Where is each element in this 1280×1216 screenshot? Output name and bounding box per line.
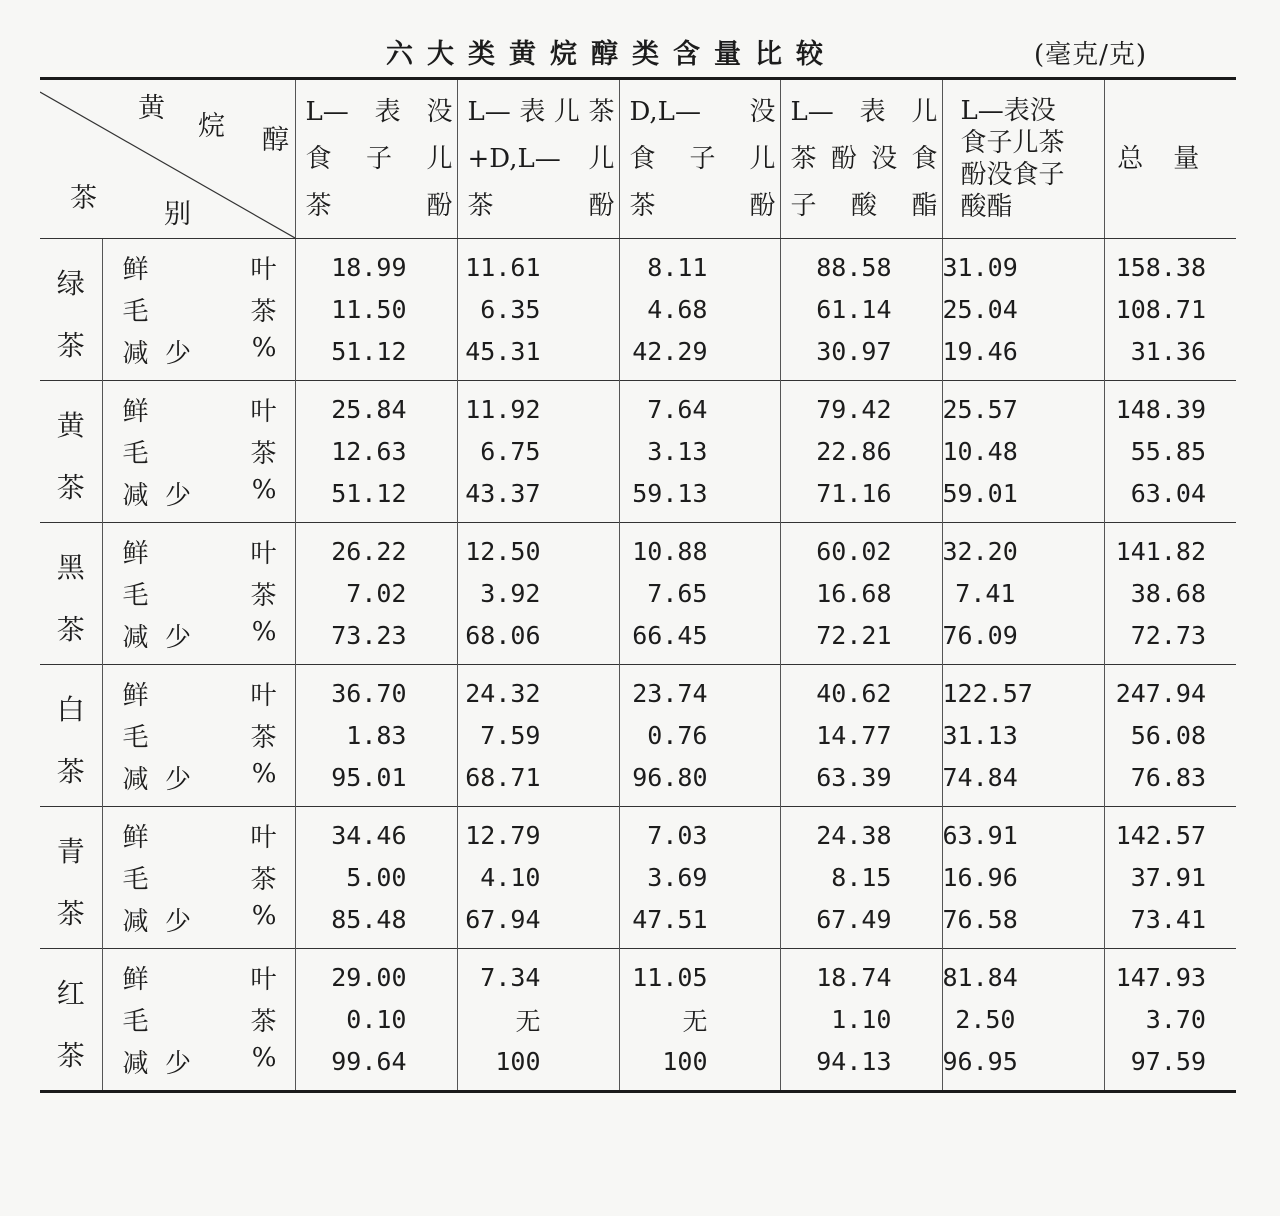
table-cell: 61.14 (780, 286, 942, 333)
table-cell: 30.97 (780, 333, 942, 381)
tea-group-dark (40, 523, 1236, 665)
row-label: 鲜 叶 (102, 523, 295, 571)
table-cell: 18.99 (331, 253, 407, 282)
table-cell: 76.83 (1104, 759, 1236, 807)
table-cell: 24.38 (780, 807, 942, 855)
table-cell: 63.91 (942, 807, 1104, 855)
table-cell: 14.77 (780, 712, 942, 759)
table-cell: 68.71 (457, 759, 619, 807)
table-cell: 7.64 (619, 381, 780, 429)
table-cell: 158.38 (1104, 239, 1236, 287)
tea-group-black (40, 949, 1236, 1092)
table-row (40, 333, 1236, 381)
col-header-3: D,L—没 食子儿 茶酚 (619, 79, 780, 239)
table-title: 六大类黄烷醇类含量比较 (386, 39, 837, 70)
tea-type-label: 青 茶 (40, 807, 102, 949)
table-row (40, 854, 1236, 901)
table-cell: 73.41 (1104, 901, 1236, 949)
table-cell: 11.50 (331, 295, 407, 324)
table-cell: 51.12 (331, 479, 407, 508)
table-cell: 100 (619, 1043, 780, 1092)
table-cell: 43.37 (457, 475, 619, 523)
table-cell: 67.49 (780, 901, 942, 949)
tea-type-label: 黑 茶 (40, 523, 102, 665)
table-cell: 6.35 (457, 286, 619, 333)
table-row (40, 665, 1236, 713)
table-row (40, 475, 1236, 523)
table-cell: 12.79 (457, 807, 619, 855)
tea-type-label: 白 茶 (40, 665, 102, 807)
table-cell: 12.63 (331, 437, 407, 466)
row-label: 鲜 叶 (102, 665, 295, 713)
table-cell: 51.12 (331, 337, 407, 366)
table-row (40, 807, 1236, 855)
row-label: 毛 茶 (102, 854, 295, 901)
corner-char-1: 黄 (138, 93, 165, 124)
table-cell: 37.91 (1104, 854, 1236, 901)
table-cell: 32.20 (942, 523, 1104, 571)
table-cell: 4.10 (457, 854, 619, 901)
table-cell: 94.13 (780, 1043, 942, 1092)
table-cell: 0.10 (346, 1005, 407, 1034)
table-cell: 79.42 (780, 381, 942, 429)
table-cell: 97.59 (1104, 1043, 1236, 1092)
table-cell: 0.76 (619, 712, 780, 759)
tea-group-yellow (40, 381, 1236, 523)
table-cell: 29.00 (331, 963, 407, 992)
table-row (40, 239, 1236, 287)
row-label: 毛 茶 (102, 996, 295, 1043)
table-cell: 148.39 (1104, 381, 1236, 429)
table-cell: 6.75 (457, 428, 619, 475)
header-row (40, 79, 1236, 239)
row-label: 鲜 叶 (102, 949, 295, 997)
table-cell: 42.29 (619, 333, 780, 381)
table-cell: 25.57 (942, 381, 1104, 429)
table-cell: 99.64 (331, 1047, 407, 1076)
corner-header (40, 79, 295, 239)
table-row (40, 381, 1236, 429)
table-cell: 10.88 (619, 523, 780, 571)
table-cell: 16.96 (942, 854, 1104, 901)
row-label: 毛 茶 (102, 428, 295, 475)
row-label: 鲜 叶 (102, 239, 295, 287)
table-cell: 16.68 (780, 570, 942, 617)
table-row (40, 759, 1236, 807)
table-cell: 68.06 (457, 617, 619, 665)
table-cell: 81.84 (942, 949, 1104, 997)
table-cell: 141.82 (1104, 523, 1236, 571)
table-cell: 63.39 (780, 759, 942, 807)
table-cell: 247.94 (1104, 665, 1236, 713)
table-cell: 66.45 (619, 617, 780, 665)
row-label: 毛 茶 (102, 286, 295, 333)
table-cell: 1.83 (346, 721, 407, 750)
table-cell: 63.04 (1104, 475, 1236, 523)
table-cell: 7.03 (619, 807, 780, 855)
corner-char-3: 醇 (262, 125, 289, 156)
tea-type-label: 红 茶 (40, 949, 102, 1092)
table-cell: 25.04 (942, 286, 1104, 333)
table-cell: 19.46 (942, 333, 1104, 381)
table-cell: 59.01 (942, 475, 1104, 523)
table-cell: 无 (619, 996, 780, 1043)
table-cell: 108.71 (1104, 286, 1236, 333)
table-cell: 96.95 (942, 1043, 1104, 1092)
table-cell: 2.50 (942, 996, 1104, 1043)
table-cell: 11.61 (457, 239, 619, 287)
table-row (40, 996, 1236, 1043)
table-cell: 95.01 (331, 763, 407, 792)
table-cell: 38.68 (1104, 570, 1236, 617)
table-cell: 71.16 (780, 475, 942, 523)
corner-char-5: 别 (164, 199, 191, 230)
table-cell: 74.84 (942, 759, 1104, 807)
table-cell: 122.57 (942, 665, 1104, 713)
table-cell: 10.48 (942, 428, 1104, 475)
flavanol-table (40, 77, 1236, 1093)
row-label: 毛 茶 (102, 712, 295, 759)
table-cell: 3.92 (457, 570, 619, 617)
table-cell: 26.22 (331, 537, 407, 566)
unit-label: (毫克/克) (1034, 40, 1148, 70)
row-label: 减 少 % (102, 901, 295, 949)
table-cell: 无 (457, 996, 619, 1043)
table-row (40, 1043, 1236, 1092)
table-row (40, 570, 1236, 617)
table-cell: 7.41 (942, 570, 1104, 617)
table-cell: 22.86 (780, 428, 942, 475)
table-cell: 18.74 (780, 949, 942, 997)
col-header-4: L—表儿 茶酚没食 子酸酯 (780, 79, 942, 239)
table-cell: 72.21 (780, 617, 942, 665)
row-label: 减 少 % (102, 333, 295, 381)
table-cell: 40.62 (780, 665, 942, 713)
table-cell: 55.85 (1104, 428, 1236, 475)
table-cell: 88.58 (780, 239, 942, 287)
table-cell: 3.13 (619, 428, 780, 475)
col-header-total: 总量 (1104, 79, 1236, 239)
table-cell: 67.94 (457, 901, 619, 949)
table-cell: 11.92 (457, 381, 619, 429)
col-header-5: L—表没 食子儿茶 酚没食子 酸酯 (942, 79, 1104, 239)
row-label: 减 少 % (102, 759, 295, 807)
corner-char-4: 茶 (70, 183, 97, 214)
table-cell: 7.65 (619, 570, 780, 617)
table-cell: 73.23 (331, 621, 407, 650)
table-row (40, 712, 1236, 759)
table-cell: 142.57 (1104, 807, 1236, 855)
table-cell: 59.13 (619, 475, 780, 523)
tea-type-label: 绿 茶 (40, 239, 102, 381)
table-cell: 7.34 (457, 949, 619, 997)
table-cell: 34.46 (331, 821, 407, 850)
table-cell: 76.09 (942, 617, 1104, 665)
table-cell: 8.11 (619, 239, 780, 287)
table-row (40, 523, 1236, 571)
table-cell: 5.00 (346, 863, 407, 892)
col-header-2: L—表儿茶 +D,L—儿 茶酚 (457, 79, 619, 239)
table-cell: 7.59 (457, 712, 619, 759)
table-row (40, 286, 1236, 333)
table-cell: 24.32 (457, 665, 619, 713)
table-cell: 3.69 (619, 854, 780, 901)
table-cell: 36.70 (331, 679, 407, 708)
row-label: 鲜 叶 (102, 381, 295, 429)
table-cell: 72.73 (1104, 617, 1236, 665)
row-label: 减 少 % (102, 475, 295, 523)
table-cell: 85.48 (331, 905, 407, 934)
table-cell: 47.51 (619, 901, 780, 949)
table-cell: 76.58 (942, 901, 1104, 949)
tea-group-green (40, 239, 1236, 381)
table-row (40, 428, 1236, 475)
corner-char-2: 烷 (198, 111, 225, 142)
table-cell: 8.15 (780, 854, 942, 901)
table-row (40, 901, 1236, 949)
col-header-1: L—表没 食子儿 茶酚 (295, 79, 457, 239)
tea-group-oolong (40, 807, 1236, 949)
table-row (40, 617, 1236, 665)
table-cell: 7.02 (346, 579, 407, 608)
table-cell: 25.84 (331, 395, 407, 424)
table-cell: 31.09 (942, 239, 1104, 287)
table-cell: 11.05 (619, 949, 780, 997)
row-label: 毛 茶 (102, 570, 295, 617)
table-cell: 31.36 (1104, 333, 1236, 381)
table-cell: 4.68 (619, 286, 780, 333)
table-cell: 96.80 (619, 759, 780, 807)
table-cell: 3.70 (1104, 996, 1236, 1043)
table-cell: 60.02 (780, 523, 942, 571)
tea-group-white (40, 665, 1236, 807)
table-cell: 100 (457, 1043, 619, 1092)
row-label: 减 少 % (102, 617, 295, 665)
table-cell: 147.93 (1104, 949, 1236, 997)
tea-type-label: 黄 茶 (40, 381, 102, 523)
table-row (40, 949, 1236, 997)
table-cell: 23.74 (619, 665, 780, 713)
table-cell: 31.13 (942, 712, 1104, 759)
row-label: 鲜 叶 (102, 807, 295, 855)
table-cell: 12.50 (457, 523, 619, 571)
table-cell: 45.31 (457, 333, 619, 381)
row-label: 减 少 % (102, 1043, 295, 1092)
table-cell: 1.10 (780, 996, 942, 1043)
table-cell: 56.08 (1104, 712, 1236, 759)
